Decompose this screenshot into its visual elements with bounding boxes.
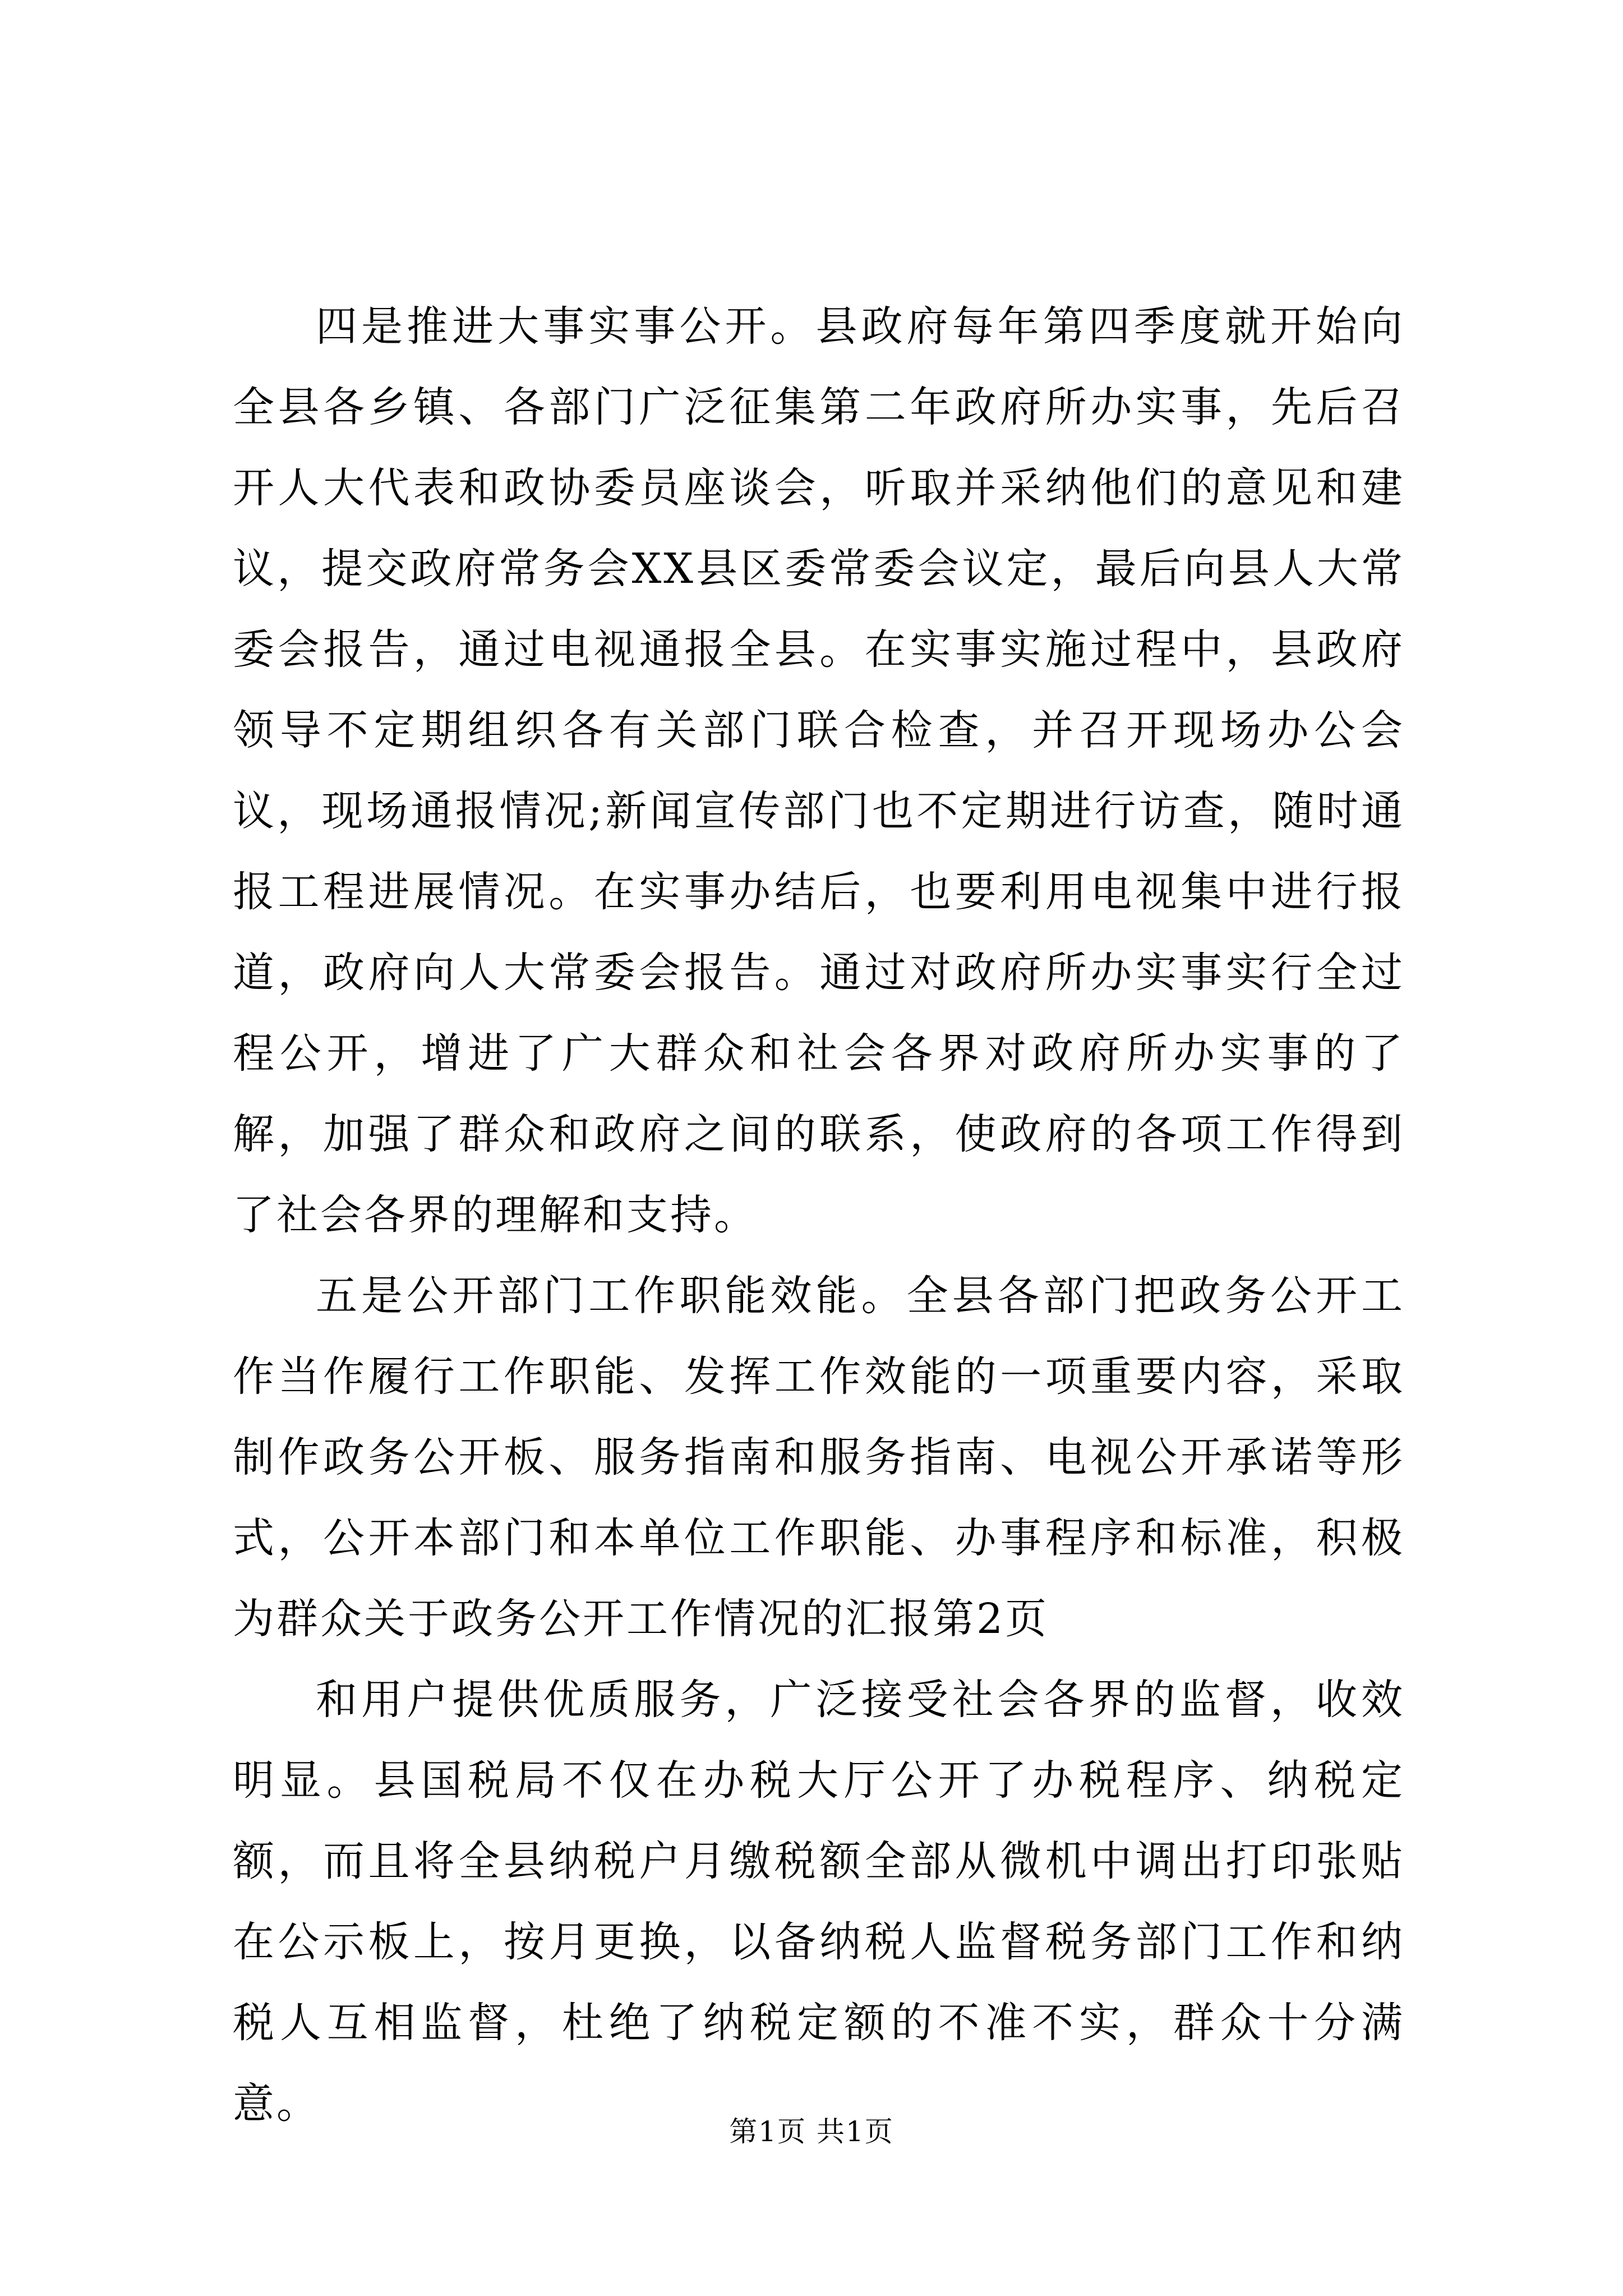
page-footer: 第1页 共1页 xyxy=(729,2115,894,2148)
paragraph-continuation: 和用户提供优质服务，广泛接受社会各界的监督，收效明显。县国税局不仅在办税大厅公开了办税程序、纳税定额，而且将全县纳税户月缴税额全部从微机中调出打印张贴在公示板上，按月更换，以备纳税人监督税务部门工作和纳税人互相监督，杜绝了纳税定额的不准不实，群众十分满意。 xyxy=(233,1676,1405,2128)
paragraph-four: 四是推进大事实事公开。县政府每年第四季度就开始向全县各乡镇、各部门广泛征集第二年政府所办实事，先后召开人大代表和政协委员座谈会，听取并采纳他们的意见和建议，提交政府常务会XX县区委常委会议定，最后向县人大常委会报告，通过电视通报全县。在实事实施过程中，县政府领导不定期组织各有关部门联合检查，并召开现场办公会议，现场通报情况;新闻宣传部门也不定期进行访查，随时通报工程进展情况。在实事办结后，也要利用电视集中进行报道，政府向人大常委会报告。通过对政府所办实事实行全过程公开，增进了广大群众和社会各界对政府所办实事的了解，加强了群众和政府之间的联系，使政府的各项工作得到了社会各界的理解和支持。 xyxy=(233,302,1405,1239)
document-body xyxy=(233,286,1405,2144)
paragraph-five: 五是公开部门工作职能效能。全县各部门把政务公开工作当作履行工作职能、发挥工作效能的一项重要内容，采取制作政务公开板、服务指南和服务指南、电视公开承诺等形式，公开本部门和本单位工作职能、办事程序和标准，积极为群众关于政务公开工作情况的汇报第2页 xyxy=(233,1272,1405,1643)
